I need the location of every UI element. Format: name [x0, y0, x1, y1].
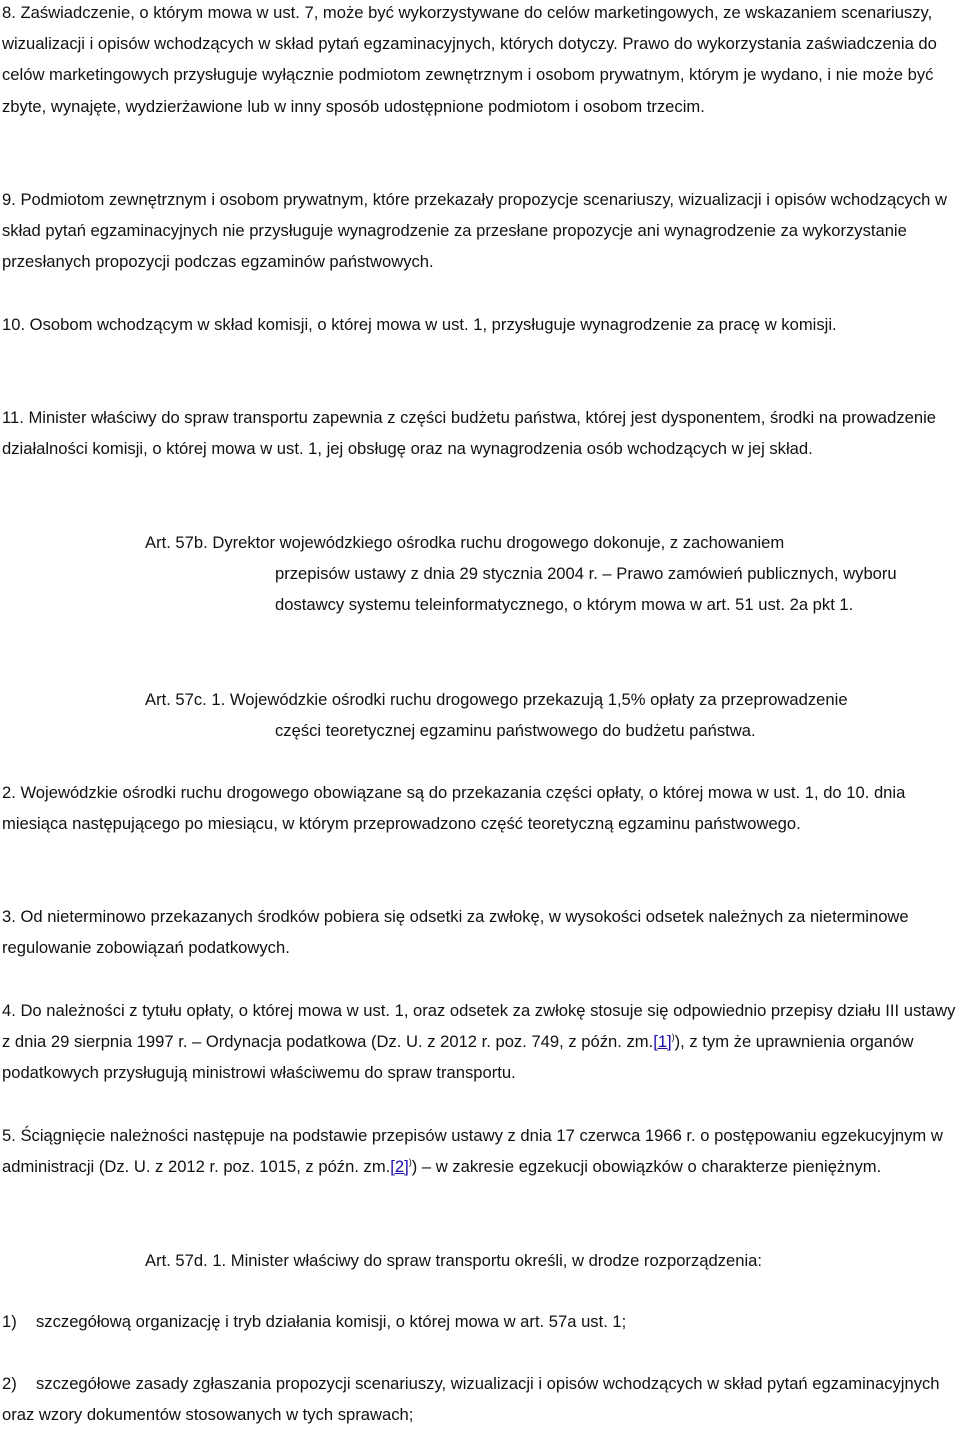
item-2-number: 2)	[2, 1374, 17, 1393]
article-57c-continuation: części teoretycznej egzaminu państwowego do budżetu państwa.	[275, 721, 756, 741]
item-1-text: szczegółową organizację i tryb działania komisji, o której mowa w art. 57a ust. 1;	[36, 1312, 627, 1331]
paragraph-5-text-before: 5. Ściągnięcie należności następuje na podstawie przepisów ustawy z dnia 17 czerwca 1966 r. o postępowaniu egzekucyjnym w administracji (Dz. U. z 2012 r. poz. 1015, z późn. zm.	[2, 1126, 943, 1177]
paragraph-4-text-before: 4. Do należności z tytułu opłaty, o której mowa w ust. 1, oraz odsetek za zwłokę stosuje się odpowiednio przepisy działu III ustawy z dnia 29 sierpnia 1997 r. – Ordynacja podatkowa (Dz. U. z 2012 r. poz. 749, z późn. zm.	[2, 1001, 956, 1052]
paragraph-5-text-after: ) – w zakresie egzekucji obowiązków o charakterze pieniężnym.	[411, 1157, 882, 1177]
paragraph-8: 8. Zaświadczenie, o którym mowa w ust. 7, może być wykorzystywane do celów marketingowych, ze wskazaniem scenariuszy, wizualizacji i opisów wchodzących w skład pytań egzaminacyjnych, których dotyczy. Prawo do wykorzystania zaświadczenia do celów marketingowych przysługuje wyłącznie podmiotom zewnętrznym i osobom prywatnym, którym je wydano, i nie może być zbyte, wynajęte, wydzierżawione lub w inny sposób udostępnione podmiotom i osobom trzecim.	[2, 3, 937, 116]
paragraph-11: 11. Minister właściwy do spraw transportu zapewnia z części budżetu państwa, której jest dysponentem, środki na prowadzenie działalności komisji, o której mowa w ust. 1, jej obsługę oraz na wynagrodzenia osób wchodzących w jej skład.	[2, 408, 937, 459]
item-1-number: 1)	[2, 1312, 17, 1331]
footnote-link-1[interactable]: [1]	[653, 1032, 672, 1052]
article-57c	[145, 684, 955, 746]
footnote-sup-2: )	[408, 1157, 412, 1168]
article-57d-item-2	[2, 1368, 956, 1430]
article-57c-first-line: Art. 57c. 1. Wojewódzkie ośrodki ruchu drogowego przekazują 1,5% opłaty za przeprowadzenie	[145, 690, 848, 709]
article-57d-heading: Art. 57d. 1. Minister właściwy do spraw transportu określi, w drodze rozporządzenia:	[145, 1251, 762, 1270]
article-57b-first-line: Art. 57b. Dyrektor wojewódzkiego ośrodka ruchu drogowego dokonuje, z zachowaniem	[145, 533, 785, 552]
article-57b-continuation: przepisów ustawy z dnia 29 stycznia 2004 r. – Prawo zamówień publicznych, wyboru dostawcy systemu teleinformatycznego, o którym mowa w art. 51 ust. 2a pkt 1.	[275, 564, 897, 615]
paragraph-4-text-after: ), z tym że uprawnienia organów podatkowych przysługują ministrowi właściwemu do spraw transportu.	[2, 1032, 914, 1083]
article-57d-item-1	[2, 1306, 956, 1337]
article-57b	[145, 527, 955, 621]
item-2-text: szczegółowe zasady zgłaszania propozycji scenariuszy, wizualizacji i opisów wchodzących w skład pytań egzaminacyjnych oraz wzory dokumentów stosowanych w tych sprawach;	[2, 1374, 940, 1425]
footnote-link-2[interactable]: [2]	[390, 1157, 409, 1177]
article-57c-paragraph-2: 2. Wojewódzkie ośrodki ruchu drogowego obowiązane są do przekazania części opłaty, o której mowa w ust. 1, do 10. dnia miesiąca następującego po miesiącu, w którym przeprowadzono część teoretyczną egzaminu państwowego.	[2, 783, 906, 834]
paragraph-10: 10. Osobom wchodzącym w skład komisji, o której mowa w ust. 1, przysługuje wynagrodzenie za pracę w komisji.	[2, 315, 837, 334]
article-57c-paragraph-3: 3. Od nieterminowo przekazanych środków pobiera się odsetki za zwłokę, w wysokości odsetek należnych za nieterminowe regulowanie zobowiązań podatkowych.	[2, 907, 909, 958]
paragraph-9: 9. Podmiotom zewnętrznym i osobom prywatnym, które przekazały propozycje scenariuszy, wizualizacji i opisów wchodzących w skład pytań egzaminacyjnych nie przysługuje wynagrodzenie za przesłane propozycje ani wynagrodzenie za wykorzystanie przesłanych propozycji podczas egzaminów państwowych.	[2, 190, 947, 272]
article-57c-paragraph-4	[2, 995, 956, 1089]
article-57c-paragraph-5	[2, 1120, 956, 1182]
footnote-sup-1: )	[671, 1032, 675, 1043]
